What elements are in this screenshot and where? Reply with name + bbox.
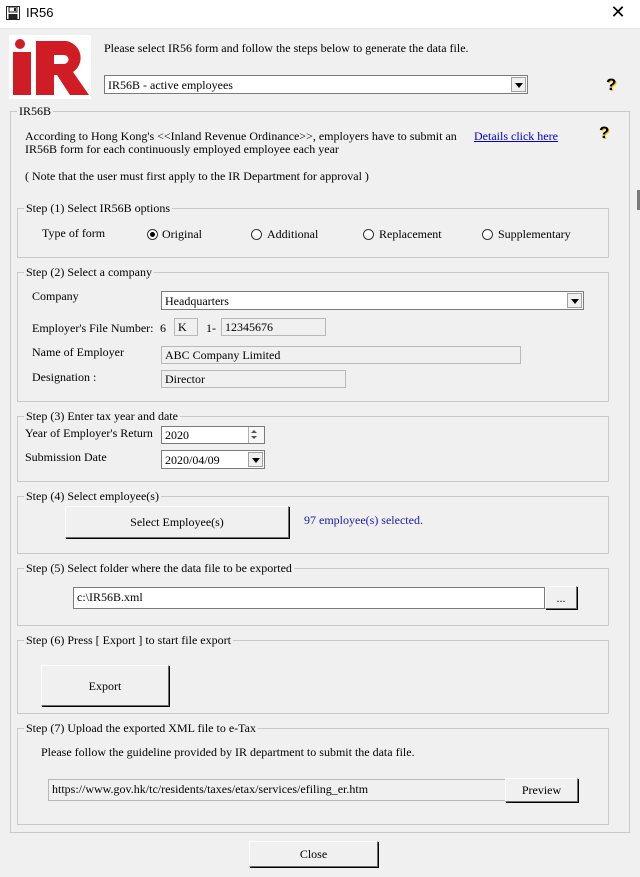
company-value: Headquarters xyxy=(165,294,229,308)
file-number-letter: K xyxy=(174,318,198,336)
spin-up-icon[interactable] xyxy=(251,430,257,433)
approval-note: ( Note that the user must first apply to the IR Department for approval ) xyxy=(25,169,369,183)
step4-title: Step (4) Select employee(s) xyxy=(26,489,159,503)
file-number-prefix: 6 xyxy=(160,321,166,335)
close-button[interactable]: Close xyxy=(249,841,378,867)
company-label: Company xyxy=(32,289,79,303)
form-type-value: IR56B - active employees xyxy=(108,78,233,92)
file-number-field: 12345676 xyxy=(221,318,326,336)
ir-logo xyxy=(9,35,91,99)
radio-supplementary[interactable] xyxy=(482,229,493,240)
file-number-separator: 1- xyxy=(206,321,216,335)
ir56b-group-title: IR56B xyxy=(19,104,52,118)
close-window-icon[interactable]: ✕ xyxy=(610,2,626,22)
instruction-text: Please select IR56 form and follow the steps below to generate the data file. xyxy=(104,41,469,55)
radio-original[interactable] xyxy=(147,229,158,240)
company-select[interactable] xyxy=(161,291,584,310)
chevron-down-icon[interactable] xyxy=(511,77,526,92)
chevron-down-icon[interactable] xyxy=(248,452,263,467)
step7-group xyxy=(17,721,609,825)
title-bar xyxy=(0,0,640,29)
radio-additional-label[interactable]: Additional xyxy=(267,227,319,241)
etax-url-field: https://www.gov.hk/tc/residents/taxes/etax/services/efiling_er.htm xyxy=(48,779,506,801)
details-link[interactable]: Details click here xyxy=(474,129,558,143)
employer-name-field: ABC Company Limited xyxy=(161,346,521,364)
help-icon[interactable]: ? xyxy=(606,75,617,94)
window-title: IR56 xyxy=(26,5,54,20)
submission-date-label: Submission Date xyxy=(25,450,107,464)
preview-button[interactable]: Preview xyxy=(505,778,578,802)
file-number-label: Employer's File Number: xyxy=(32,321,154,335)
year-value: 2020 xyxy=(165,428,189,442)
help-icon[interactable]: ? xyxy=(599,123,610,142)
designation-field: Director xyxy=(161,370,346,388)
employees-selected-status: 97 employee(s) selected. xyxy=(304,513,423,527)
designation-label: Designation : xyxy=(32,370,97,384)
type-of-form-label: Type of form xyxy=(42,226,106,240)
chevron-down-icon[interactable] xyxy=(567,293,582,308)
radio-replacement[interactable] xyxy=(363,229,374,240)
radio-supplementary-label[interactable]: Supplementary xyxy=(498,227,571,241)
step3-title: Step (3) Enter tax year and date xyxy=(26,409,178,423)
year-label: Year of Employer's Return xyxy=(25,426,153,440)
upload-instruction: Please follow the guideline provided by IR department to submit the data file. xyxy=(41,745,415,759)
submission-date-value: 2020/04/09 xyxy=(165,453,220,467)
radio-replacement-label[interactable]: Replacement xyxy=(379,227,442,241)
select-employees-button[interactable]: Select Employee(s) xyxy=(65,506,289,538)
app-floppy-icon xyxy=(6,6,20,20)
employer-name-label: Name of Employer xyxy=(32,345,124,359)
step2-title: Step (2) Select a company xyxy=(26,265,152,279)
submission-date-picker[interactable] xyxy=(161,450,265,469)
export-path-input[interactable]: c:\IR56B.xml xyxy=(73,587,545,609)
description-line-2: IR56B form for each continuously employed employee each year xyxy=(25,142,339,156)
step6-title: Step (6) Press [ Export ] to start file export xyxy=(26,633,231,647)
description-line-1: According to Hong Kong's <<Inland Revenue Ordinance>>, employers have to submit an xyxy=(25,129,457,143)
export-button[interactable]: Export xyxy=(41,665,169,706)
step5-title: Step (5) Select folder where the data file to be exported xyxy=(26,561,292,575)
radio-additional[interactable] xyxy=(251,229,262,240)
spin-down-icon[interactable] xyxy=(251,436,257,439)
browse-button[interactable]: ... xyxy=(545,586,577,609)
form-type-select[interactable] xyxy=(104,75,528,94)
radio-original-label[interactable]: Original xyxy=(162,227,202,241)
year-spin-buttons[interactable] xyxy=(248,427,264,443)
step7-title: Step (7) Upload the exported XML file to e-Tax xyxy=(26,721,256,735)
step1-title: Step (1) Select IR56B options xyxy=(26,201,170,215)
